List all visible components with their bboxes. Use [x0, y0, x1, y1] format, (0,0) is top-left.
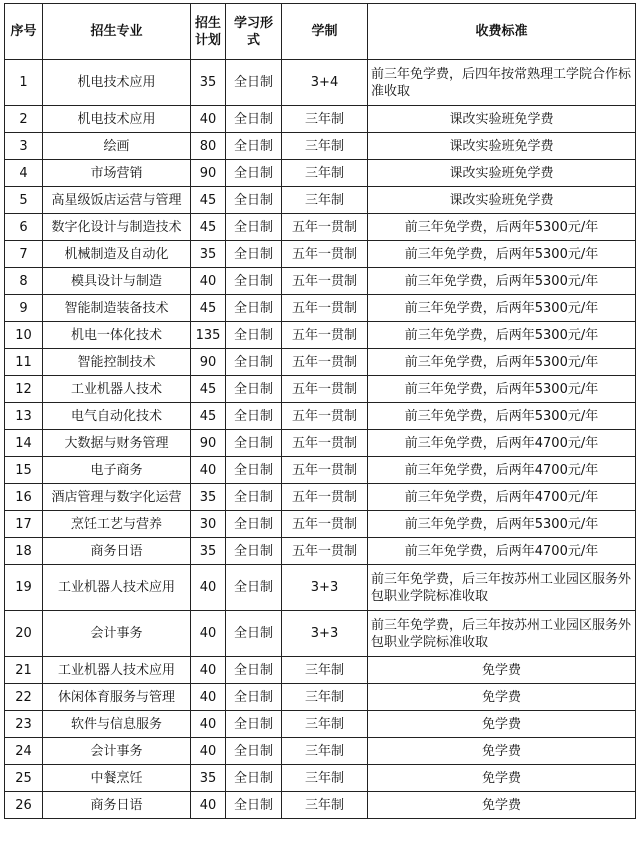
cell-fee: 前三年免学费，后两年4700元/年 [368, 484, 636, 511]
cell-fee: 前三年免学费，后两年5300元/年 [368, 241, 636, 268]
cell-major: 酒店管理与数字化运营 [43, 484, 191, 511]
cell-index: 5 [5, 187, 43, 214]
cell-plan: 40 [191, 792, 226, 819]
cell-index: 12 [5, 376, 43, 403]
cell-duration: 三年制 [282, 657, 368, 684]
header-study-mode: 学习形式 [226, 4, 282, 60]
cell-index: 2 [5, 106, 43, 133]
table-row [5, 457, 636, 484]
cell-fee: 前三年免学费，后两年5300元/年 [368, 511, 636, 538]
cell-fee: 课改实验班免学费 [368, 133, 636, 160]
cell-plan: 40 [191, 106, 226, 133]
cell-index: 4 [5, 160, 43, 187]
cell-study-mode: 全日制 [226, 565, 282, 611]
cell-major: 机电技术应用 [43, 60, 191, 106]
cell-duration: 五年一贯制 [282, 457, 368, 484]
cell-duration: 三年制 [282, 684, 368, 711]
table-row [5, 133, 636, 160]
table-row [5, 611, 636, 657]
cell-index: 8 [5, 268, 43, 295]
cell-major: 高星级饭店运营与管理 [43, 187, 191, 214]
cell-major: 会计事务 [43, 738, 191, 765]
cell-duration: 五年一贯制 [282, 484, 368, 511]
cell-fee: 前三年免学费，后两年5300元/年 [368, 376, 636, 403]
cell-fee: 前三年免学费，后两年5300元/年 [368, 403, 636, 430]
cell-duration: 五年一贯制 [282, 241, 368, 268]
cell-major: 工业机器人技术 [43, 376, 191, 403]
cell-index: 25 [5, 765, 43, 792]
cell-duration: 3+3 [282, 565, 368, 611]
cell-study-mode: 全日制 [226, 457, 282, 484]
cell-index: 21 [5, 657, 43, 684]
cell-study-mode: 全日制 [226, 430, 282, 457]
cell-major: 绘画 [43, 133, 191, 160]
cell-study-mode: 全日制 [226, 684, 282, 711]
cell-major: 烹饪工艺与营养 [43, 511, 191, 538]
cell-duration: 五年一贯制 [282, 430, 368, 457]
cell-plan: 35 [191, 538, 226, 565]
cell-fee: 免学费 [368, 765, 636, 792]
cell-duration: 三年制 [282, 106, 368, 133]
cell-study-mode: 全日制 [226, 349, 282, 376]
cell-plan: 40 [191, 711, 226, 738]
cell-major: 机电技术应用 [43, 106, 191, 133]
cell-index: 18 [5, 538, 43, 565]
table-row [5, 322, 636, 349]
cell-fee: 前三年免学费，后三年按苏州工业园区服务外包职业学院标准收取 [368, 565, 636, 611]
table-row [5, 538, 636, 565]
cell-fee: 前三年免学费，后两年4700元/年 [368, 457, 636, 484]
cell-study-mode: 全日制 [226, 160, 282, 187]
cell-major: 休闲体育服务与管理 [43, 684, 191, 711]
cell-fee: 免学费 [368, 711, 636, 738]
cell-study-mode: 全日制 [226, 322, 282, 349]
cell-index: 10 [5, 322, 43, 349]
cell-major: 机械制造及自动化 [43, 241, 191, 268]
cell-plan: 90 [191, 160, 226, 187]
cell-duration: 三年制 [282, 738, 368, 765]
cell-fee: 前三年免学费，后两年4700元/年 [368, 538, 636, 565]
cell-study-mode: 全日制 [226, 133, 282, 160]
cell-plan: 40 [191, 565, 226, 611]
cell-fee: 前三年免学费，后两年4700元/年 [368, 430, 636, 457]
cell-study-mode: 全日制 [226, 295, 282, 322]
table-row [5, 792, 636, 819]
cell-plan: 40 [191, 738, 226, 765]
cell-index: 15 [5, 457, 43, 484]
table-row [5, 214, 636, 241]
cell-duration: 三年制 [282, 792, 368, 819]
cell-study-mode: 全日制 [226, 268, 282, 295]
table-row [5, 484, 636, 511]
cell-major: 模具设计与制造 [43, 268, 191, 295]
cell-plan: 45 [191, 376, 226, 403]
cell-index: 13 [5, 403, 43, 430]
cell-fee: 前三年免学费，后两年5300元/年 [368, 268, 636, 295]
cell-study-mode: 全日制 [226, 403, 282, 430]
cell-index: 14 [5, 430, 43, 457]
cell-plan: 90 [191, 430, 226, 457]
cell-plan: 35 [191, 484, 226, 511]
cell-fee: 免学费 [368, 738, 636, 765]
cell-duration: 三年制 [282, 187, 368, 214]
cell-fee: 前三年免学费，后两年5300元/年 [368, 322, 636, 349]
cell-index: 9 [5, 295, 43, 322]
cell-major: 大数据与财务管理 [43, 430, 191, 457]
cell-study-mode: 全日制 [226, 187, 282, 214]
cell-fee: 课改实验班免学费 [368, 160, 636, 187]
cell-fee: 课改实验班免学费 [368, 187, 636, 214]
cell-index: 11 [5, 349, 43, 376]
cell-index: 7 [5, 241, 43, 268]
cell-plan: 90 [191, 349, 226, 376]
cell-plan: 40 [191, 457, 226, 484]
cell-study-mode: 全日制 [226, 657, 282, 684]
cell-duration: 五年一贯制 [282, 376, 368, 403]
cell-study-mode: 全日制 [226, 511, 282, 538]
table-row [5, 160, 636, 187]
cell-index: 16 [5, 484, 43, 511]
cell-plan: 30 [191, 511, 226, 538]
cell-plan: 135 [191, 322, 226, 349]
table-row [5, 711, 636, 738]
table-row [5, 187, 636, 214]
cell-duration: 五年一贯制 [282, 214, 368, 241]
cell-duration: 三年制 [282, 133, 368, 160]
cell-fee: 前三年免学费，后两年5300元/年 [368, 214, 636, 241]
cell-plan: 45 [191, 295, 226, 322]
cell-plan: 80 [191, 133, 226, 160]
cell-major: 软件与信息服务 [43, 711, 191, 738]
cell-duration: 五年一贯制 [282, 295, 368, 322]
cell-plan: 35 [191, 60, 226, 106]
cell-study-mode: 全日制 [226, 538, 282, 565]
cell-major: 智能控制技术 [43, 349, 191, 376]
cell-study-mode: 全日制 [226, 611, 282, 657]
table-row [5, 565, 636, 611]
header-index: 序号 [5, 4, 43, 60]
cell-fee: 课改实验班免学费 [368, 106, 636, 133]
cell-index: 3 [5, 133, 43, 160]
cell-index: 6 [5, 214, 43, 241]
cell-study-mode: 全日制 [226, 711, 282, 738]
cell-plan: 35 [191, 765, 226, 792]
cell-index: 24 [5, 738, 43, 765]
cell-plan: 40 [191, 268, 226, 295]
cell-index: 20 [5, 611, 43, 657]
cell-major: 工业机器人技术应用 [43, 657, 191, 684]
table-row [5, 60, 636, 106]
table-row [5, 106, 636, 133]
cell-index: 1 [5, 60, 43, 106]
header-plan: 招生计划 [191, 4, 226, 60]
header-duration: 学制 [282, 4, 368, 60]
cell-plan: 40 [191, 611, 226, 657]
cell-duration: 3+4 [282, 60, 368, 106]
cell-study-mode: 全日制 [226, 792, 282, 819]
cell-plan: 45 [191, 403, 226, 430]
table-row [5, 295, 636, 322]
cell-duration: 五年一贯制 [282, 268, 368, 295]
cell-study-mode: 全日制 [226, 106, 282, 133]
cell-major: 会计事务 [43, 611, 191, 657]
cell-study-mode: 全日制 [226, 214, 282, 241]
table-row [5, 268, 636, 295]
cell-duration: 3+3 [282, 611, 368, 657]
cell-plan: 45 [191, 187, 226, 214]
cell-duration: 三年制 [282, 160, 368, 187]
cell-study-mode: 全日制 [226, 765, 282, 792]
cell-study-mode: 全日制 [226, 376, 282, 403]
cell-index: 19 [5, 565, 43, 611]
cell-duration: 五年一贯制 [282, 538, 368, 565]
cell-major: 商务日语 [43, 792, 191, 819]
header-row [5, 4, 636, 60]
cell-fee: 免学费 [368, 684, 636, 711]
cell-duration: 五年一贯制 [282, 511, 368, 538]
table-row [5, 684, 636, 711]
cell-study-mode: 全日制 [226, 60, 282, 106]
table-row [5, 511, 636, 538]
table-row [5, 765, 636, 792]
table-row [5, 738, 636, 765]
cell-duration: 五年一贯制 [282, 322, 368, 349]
table-body [5, 60, 636, 819]
cell-plan: 35 [191, 241, 226, 268]
cell-major: 中餐烹饪 [43, 765, 191, 792]
table-row [5, 403, 636, 430]
cell-major: 电气自动化技术 [43, 403, 191, 430]
cell-major: 机电一体化技术 [43, 322, 191, 349]
cell-duration: 五年一贯制 [282, 403, 368, 430]
header-major: 招生专业 [43, 4, 191, 60]
cell-duration: 三年制 [282, 765, 368, 792]
cell-major: 智能制造装备技术 [43, 295, 191, 322]
cell-study-mode: 全日制 [226, 241, 282, 268]
cell-index: 22 [5, 684, 43, 711]
cell-index: 26 [5, 792, 43, 819]
cell-fee: 免学费 [368, 792, 636, 819]
cell-duration: 五年一贯制 [282, 349, 368, 376]
cell-plan: 40 [191, 684, 226, 711]
cell-study-mode: 全日制 [226, 738, 282, 765]
table-row [5, 349, 636, 376]
table-row [5, 376, 636, 403]
cell-study-mode: 全日制 [226, 484, 282, 511]
table-row [5, 657, 636, 684]
cell-fee: 前三年免学费，后三年按苏州工业园区服务外包职业学院标准收取 [368, 611, 636, 657]
enrollment-table-container [4, 3, 636, 819]
cell-index: 17 [5, 511, 43, 538]
cell-fee: 前三年免学费，后两年5300元/年 [368, 349, 636, 376]
cell-fee: 免学费 [368, 657, 636, 684]
table-row [5, 430, 636, 457]
cell-duration: 三年制 [282, 711, 368, 738]
enrollment-table [4, 3, 636, 819]
cell-major: 电子商务 [43, 457, 191, 484]
cell-major: 工业机器人技术应用 [43, 565, 191, 611]
cell-major: 市场营销 [43, 160, 191, 187]
cell-fee: 前三年免学费，后两年5300元/年 [368, 295, 636, 322]
cell-major: 商务日语 [43, 538, 191, 565]
cell-plan: 40 [191, 657, 226, 684]
cell-fee: 前三年免学费，后四年按常熟理工学院合作标准收取 [368, 60, 636, 106]
cell-major: 数字化设计与制造技术 [43, 214, 191, 241]
cell-index: 23 [5, 711, 43, 738]
table-row [5, 241, 636, 268]
cell-plan: 45 [191, 214, 226, 241]
header-fee: 收费标准 [368, 4, 636, 60]
